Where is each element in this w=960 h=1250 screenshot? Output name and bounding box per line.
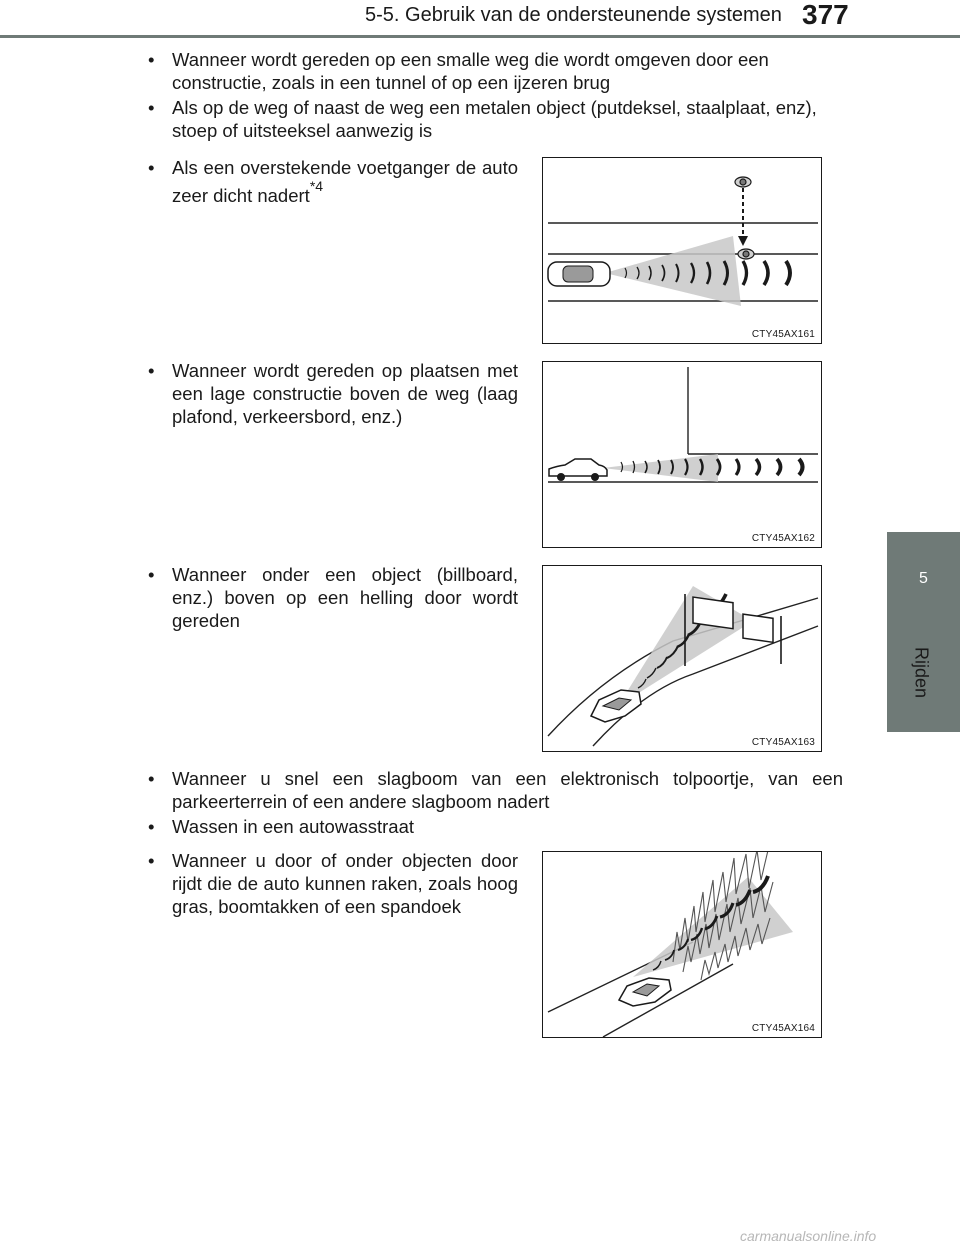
header-divider xyxy=(0,35,960,38)
tall-grass-illustration xyxy=(543,852,822,1038)
pedestrian-icon xyxy=(735,177,754,259)
list-item-text: Wanneer wordt gereden op een smalle weg die wordt omgeven door een constructie, zoals in een tunnel of op een ijzeren brug xyxy=(172,49,769,93)
car-icon xyxy=(548,262,610,286)
list-item-slope xyxy=(148,563,518,632)
list-item-text: Wassen in een autowasstraat xyxy=(172,816,414,837)
car-icon xyxy=(549,459,607,481)
list-item-grass xyxy=(148,849,518,918)
list-item xyxy=(148,48,843,94)
list-item-text: Wanneer onder een object (billboard, enz.) boven op een helling door wordt gereden xyxy=(172,564,518,631)
chapter-label xyxy=(907,648,933,708)
bullet-dot: • xyxy=(148,564,155,585)
car-icon xyxy=(591,690,641,722)
figure-code: CTY45AX164 xyxy=(751,1023,815,1034)
list-item-low-structure xyxy=(148,359,518,428)
page-number: 377 xyxy=(802,0,849,30)
slope-billboard-illustration xyxy=(543,566,822,752)
figure-low-structure xyxy=(542,361,822,548)
chapter-title: Rijden xyxy=(911,646,932,699)
bullet-dot: • xyxy=(148,816,155,837)
page-header xyxy=(0,0,960,40)
list-item-text: Als een overstekende voetganger de auto zeer dicht nadert xyxy=(172,157,518,207)
figure-code: CTY45AX161 xyxy=(751,329,815,340)
list-item-text: Als op de weg of naast de weg een metalen object (putdeksel, staalplaat, enz), stoep of uitsteeksel aanwezig is xyxy=(172,97,817,141)
list-item xyxy=(148,96,843,142)
pedestrian-illustration xyxy=(543,158,822,344)
list-item-text: Wanneer u snel een slagboom van een elektronisch tolpoortje, van een parkeerterrein of een andere slagboom nadert xyxy=(172,768,843,812)
list-item-pedestrian xyxy=(148,156,518,207)
chapter-number: 5 xyxy=(919,570,928,587)
bullet-dot: • xyxy=(148,49,155,70)
figure-pedestrian xyxy=(542,157,822,344)
list-item xyxy=(148,815,843,838)
list-item-text: Wanneer u door of onder objecten door rijdt die de auto kunnen raken, zoals hoog gras, boomtakken of een spandoek xyxy=(172,850,518,917)
footnote-marker: *4 xyxy=(309,178,324,194)
low-ceiling-illustration xyxy=(543,362,822,548)
list-item xyxy=(148,767,843,813)
figure-code: CTY45AX162 xyxy=(751,533,815,544)
figure-code: CTY45AX163 xyxy=(751,737,815,748)
car-icon xyxy=(619,978,671,1006)
figure-slope xyxy=(542,565,822,752)
bullet-dot: • xyxy=(148,157,155,178)
figure-grass xyxy=(542,851,822,1038)
bullet-dot: • xyxy=(148,768,155,789)
bullet-dot: • xyxy=(148,97,155,118)
watermark: carmanualsonline.info xyxy=(740,1228,877,1244)
section-title: 5-5. Gebruik van de ondersteunende systemen xyxy=(365,4,782,26)
bullet-dot: • xyxy=(148,850,155,871)
bullet-dot: • xyxy=(148,360,155,381)
list-item-text: Wanneer wordt gereden op plaatsen met een lage constructie boven de weg (laag plafond, verkeersbord, enz.) xyxy=(172,360,518,427)
